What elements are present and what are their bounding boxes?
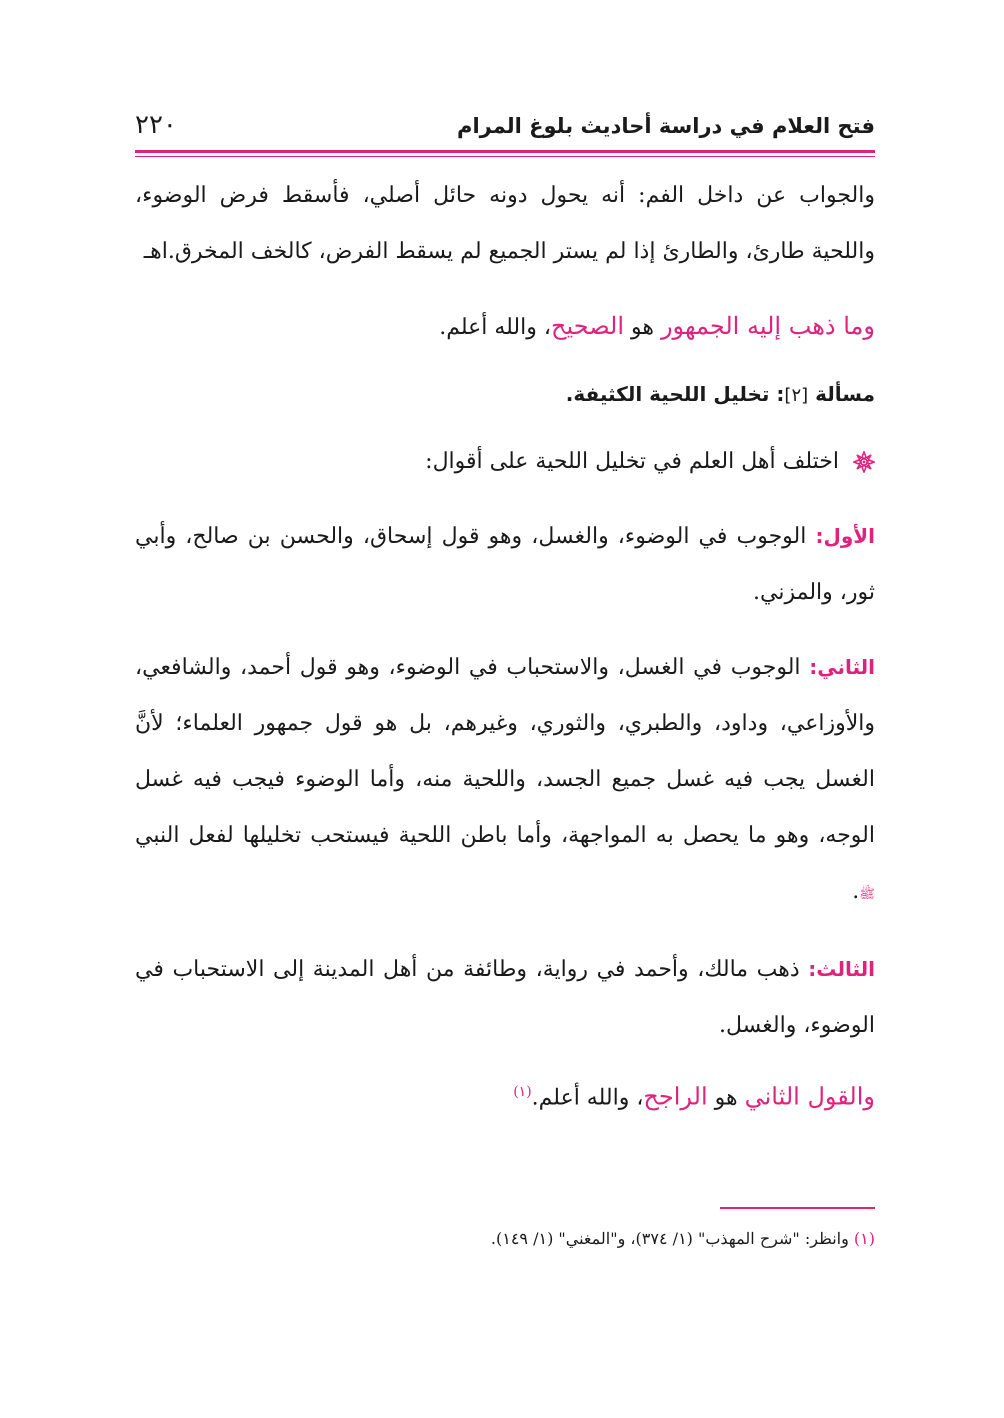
opinion-second-line-4: فيجب فيه غسل الوجه، وهو ما يحصل به المواجهة، وأما باطن اللحية فيستحب	[135, 767, 875, 848]
conclusion-2-part-c: الراجح	[643, 1082, 708, 1111]
opinion-third-label: الثالث:	[808, 957, 875, 981]
footnote-separator	[720, 1207, 875, 1209]
masala-title: : تخليل اللحية الكثيفة.	[565, 382, 785, 406]
opinions-intro-text: اختلف أهل العلم في تخليل اللحية على أقوال:	[425, 449, 839, 474]
footnote-text: وانظر: "شرح المهذب" (١/ ٣٧٤)، و"المغني" (١/ ١٤٩).	[490, 1229, 854, 1248]
opinion-second-line-2: والشافعي، والأوزاعي، وداود، والطبري، والثوري، وغيرهم، بل هو قول جمهور	[135, 655, 875, 736]
footnote-reference[interactable]: (١)	[513, 1084, 532, 1100]
header-rule-thin	[135, 156, 875, 157]
intro-line-2: الوضوء، واللحية طارئ، والطارئ إذا لم يستر الجميع لم يسقط الفرض، كالخف	[135, 183, 875, 264]
opinion-third	[135, 941, 875, 1054]
masala-heading	[135, 366, 875, 424]
intro-line-3: المخرق.اهـ	[143, 239, 244, 264]
salawat-icon: ﷺ	[859, 887, 875, 902]
conclusion-2-part-d: ، والله أعلم.	[531, 1085, 644, 1111]
opinion-first	[135, 508, 875, 621]
conclusion-1-part-a: وما ذهب إليه الجمهور	[660, 312, 875, 340]
intro-paragraph	[135, 168, 875, 280]
conclusion-2-part-b: هو	[707, 1085, 745, 1111]
footnote-marker: (١)	[853, 1229, 875, 1248]
opinion-first-label: الأول:	[815, 524, 875, 548]
opinion-second	[135, 639, 875, 923]
conclusion-1-part-c: الصحيح	[550, 312, 624, 340]
opinion-second-line-1: الوجوب في الغسل، والاستحباب في الوضوء، وهو قول أحمد،	[240, 655, 810, 680]
opinion-second-line-5-end: .	[852, 879, 860, 904]
opinion-second-line-5: تخليلها لفعل النبي	[135, 823, 302, 848]
masala-number: [٢]	[784, 385, 809, 406]
intro-line-1: والجواب عن داخل الفم: أنه يحول دونه حائل أصلي، فأسقط فرض	[219, 183, 875, 208]
conclusion-1-part-d: ، والله أعلم.	[439, 315, 551, 340]
opinions-intro	[135, 434, 875, 490]
conclusion-2-part-a: والقول الثاني	[744, 1082, 875, 1111]
conclusion-2	[135, 1064, 875, 1126]
book-title: فتح العلام في دراسة أحاديث بلوغ المرام	[457, 114, 875, 138]
opinion-third-line-2: في الوضوء، والغسل.	[135, 957, 875, 1038]
conclusion-1-part-b: هو	[624, 315, 661, 340]
opinion-second-line-3: العلماء؛ لأنَّ الغسل يجب فيه غسل جميع الجسد، واللحية منه، وأما الوضوء	[135, 711, 875, 792]
header-rule-thick	[135, 150, 875, 153]
page-number: ٢٢٠	[135, 110, 177, 140]
opinion-third-line-1: ذهب مالك، وأحمد في رواية، وطائفة من أهل المدينة إلى الاستحباب	[172, 957, 809, 982]
opinion-second-label: الثاني:	[809, 655, 875, 679]
main-text	[135, 168, 875, 1126]
opinion-first-line-1: الوجوب في الوضوء، والغسل، وهو قول إسحاق، والحسن بن	[247, 524, 816, 549]
flower-ornament-icon	[853, 451, 875, 473]
footnote	[135, 1225, 875, 1253]
masala-label: مسألة	[808, 382, 875, 406]
running-header	[135, 110, 875, 150]
opinion-first-line-2: صالح، وأبي ثور، والمزني.	[135, 524, 875, 605]
conclusion-1	[135, 298, 875, 356]
